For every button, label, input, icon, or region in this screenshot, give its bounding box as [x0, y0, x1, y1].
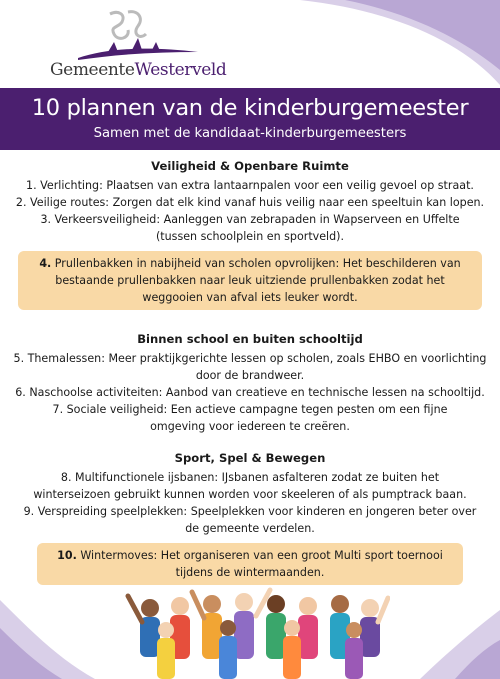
plan-item-5: 5. Themalessen: Meer praktijkgerichte lessen op scholen, zoals EHBO en voorlichting door de brandweer. — [13, 352, 487, 382]
plan-item-2: 2. Veilige routes: Zorgen dat elk kind vanaf huis veilig naar een speeltuin kan lopen. — [15, 196, 485, 209]
plan-callout-10-text: Wintermoves: Het organiseren van een groot Multi sport toernooi tijdens de wintermaanden. — [80, 549, 443, 579]
plan-item-9: 9. Verspreiding speelplekken: Speelplekken voor kinderen en jongeren beter over de gemeente verdelen. — [23, 505, 477, 535]
plans-list — [0, 159, 500, 591]
logo-prefix: Gemeente — [50, 60, 135, 80]
plan-item-8: 8. Multifunctionele ijsbanen: IJsbanen asfalteren zodat ze buiten het winterseizoen gebruikt kunnen worden voor skeeleren of als pumptrack baan. — [33, 471, 467, 501]
section-title-safety: Veiligheid & Openbare Ruimte — [151, 159, 349, 173]
plan-item-6: 6. Naschoolse activiteiten: Aanbod van creatieve en technische lessen na schooltijd. — [15, 386, 485, 399]
page-title: 10 plannen van de kinderburgemeester — [31, 95, 469, 121]
plan-callout-4 — [18, 251, 482, 310]
section-title-sport: Sport, Spel & Bewegen — [174, 451, 326, 465]
page-subtitle: Samen met de kandidaat-kinderburgemeesters — [93, 126, 407, 141]
title-banner — [0, 88, 500, 150]
plan-callout-10-number: 10. — [57, 549, 77, 562]
plan-item-7: 7. Sociale veiligheid: Een actieve campagne tegen pesten om een fijne omgeving voor iedereen te creëren. — [52, 403, 448, 433]
plan-callout-4-number: 4. — [39, 257, 52, 270]
logo-wordmark — [50, 60, 227, 80]
logo-name: Westerveld — [134, 60, 227, 80]
plan-callout-10 — [37, 543, 463, 585]
logo-mark-icon — [48, 8, 208, 64]
section-title-school: Binnen school en buiten schooltijd — [137, 332, 363, 346]
group-of-children-illustration — [120, 586, 390, 679]
plan-item-3: 3. Verkeersveiligheid: Aanleggen van zebrapaden in Wapserveen en Uffelte (tussen schoolplein en sportveld). — [40, 213, 460, 243]
plan-item-1: 1. Verlichting: Plaatsen van extra lantaarnpalen voor een veilig gevoel op straat. — [26, 179, 474, 192]
municipality-logo — [48, 8, 227, 80]
plan-callout-4-text: Prullenbakken in nabijheid van scholen opvrolijken: Het beschilderen van bestaande prullenbakken naar leuk uitziende prullenbakken zodat het weggooien van afval iets leuker wordt. — [54, 257, 461, 304]
